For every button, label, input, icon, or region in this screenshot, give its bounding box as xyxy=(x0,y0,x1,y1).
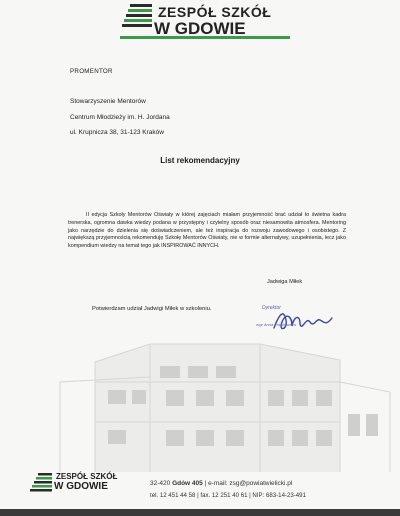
stamp-line-2: mgr Anna Frankowska xyxy=(256,322,296,327)
school-logo-header xyxy=(120,2,290,42)
footer-separator: | xyxy=(204,480,209,487)
recipient-line-3: Centrum Młodzieży im. H. Jordana xyxy=(70,114,170,121)
logo-bottom-line1: ZESPÓŁ SZKÓŁ xyxy=(56,472,118,481)
recipient-line-2: Stowarzyszenie Mentorów xyxy=(70,98,146,105)
letter-title: List rekomendacyjny xyxy=(160,156,240,165)
footer-bar xyxy=(0,509,400,516)
logo-top-line1: ZESPÓŁ SZKÓŁ xyxy=(158,4,272,20)
logo-bottom-line2: W GDOWIE xyxy=(54,481,108,492)
school-building-image xyxy=(0,322,400,472)
letter-body-paragraph: II edycja Szkoły Mentorów Oświaty w której zajęciach miałam przyjemność brać udział to świetna kadra trenerska, ogromna dawka wiedzy podana w przystępny i czytelny sposób oraz niesamowita atmosfera. Mentoring jako narzędzie do dzielenia się doświadczeniem, ale też inspiracja do rozwoju zawodowego i osobistego. Z największą przyjemnością rekomenduję Szkołę Mentorów Oświaty, nie w formie alternatywy, uzupełnienia, lecz jako kompendium wiedzy na temat tego jak INSPIROWAĆ INNYCH. xyxy=(68,212,346,250)
footer-logo-stripes-icon xyxy=(30,472,54,496)
stamp-line-1: Dyrektor xyxy=(262,305,281,311)
footer-postal-code: 32-420 xyxy=(150,480,171,487)
recipient-line-1: PROMENTOR xyxy=(70,68,113,75)
logo-top-line2: W GDOWIE xyxy=(154,19,246,38)
school-logo-footer xyxy=(30,472,140,498)
recipient-line-4: ul. Krupnicza 38, 31-123 Kraków xyxy=(70,129,164,136)
handwritten-signature-icon xyxy=(270,306,340,336)
confirmation-text: Potwierdzam udział Jadwigi Miłek w szkoleniu. xyxy=(92,306,212,312)
footer-email[interactable]: e-mail: zsg@powiatwielicki.pl xyxy=(208,480,293,487)
signature-name: Jadwiga Miłek xyxy=(267,279,303,285)
footer-address-line xyxy=(150,480,292,487)
footer-contact-line: tel. 12 451 44 58 | fax. 12 251 40 61 | NIP: 683-14-23-491 xyxy=(150,492,306,499)
footer-city: Gdów 405 xyxy=(172,480,203,487)
letter-body xyxy=(68,212,346,251)
